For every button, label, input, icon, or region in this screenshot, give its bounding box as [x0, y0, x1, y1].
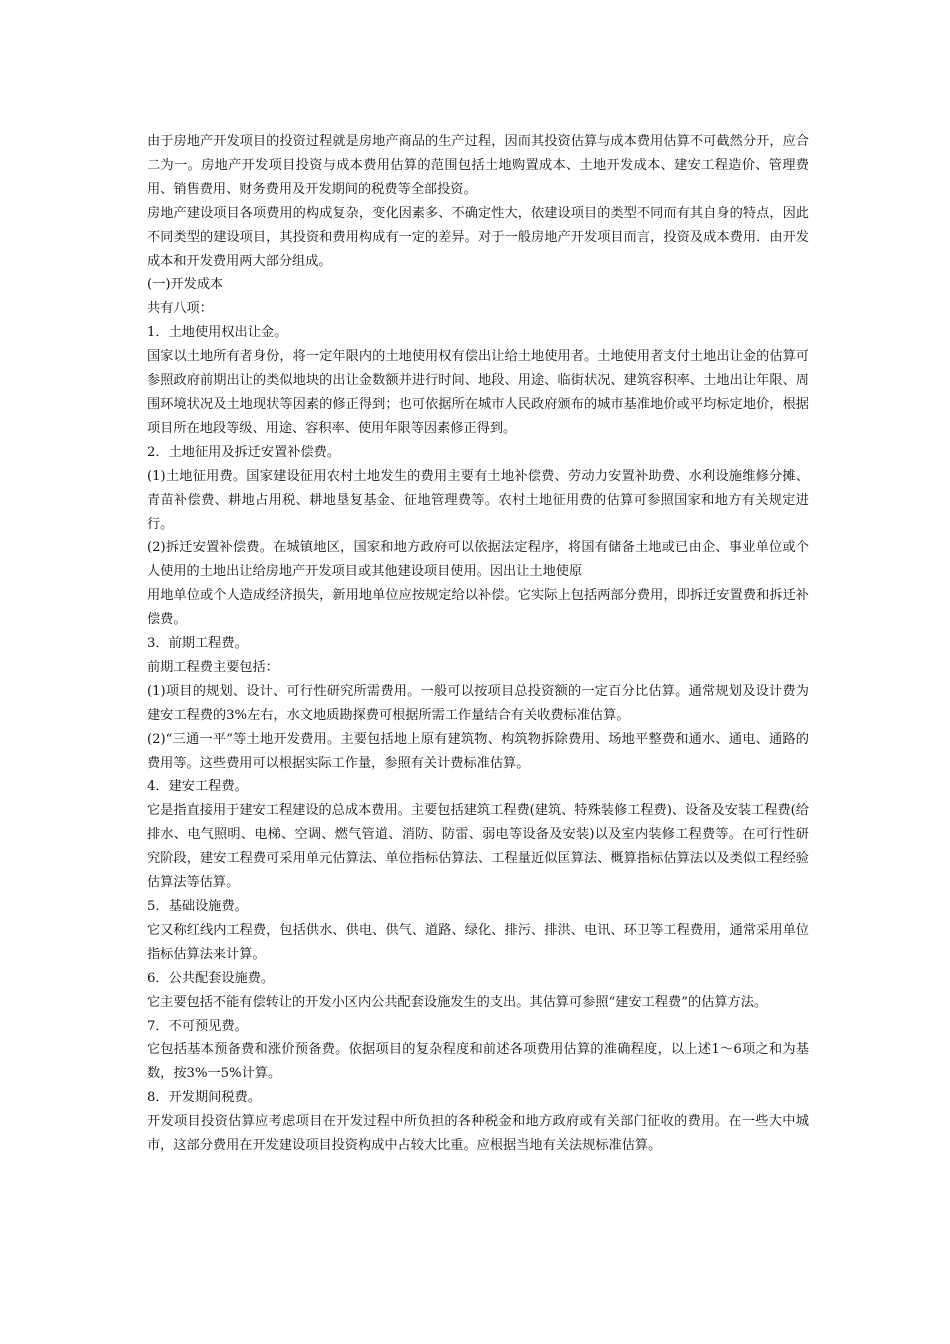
paragraph: 房地产建设项目各项费用的构成复杂，变化因素多、不确定性大，依建设项目的类型不同而有其自身的特点，因此不同类型的建设项目，其投资和费用构成有一定的差异。对于一般房地产开发项目而言，投资及成本费用．由开发成本和开发费用两大部分组成。: [147, 205, 809, 269]
paragraph: 它是指直接用于建安工程建设的总成本费用。主要包括建筑工程费(建筑、特殊装修工程费)、设备及安装工程费(给排水、电气照明、电梯、空调、燃气管道、消防、防雷、弱电等设备及安装)以及室内装修工程费等。在可行性研究阶段，建安工程费可采用单元估算法、单位指标估算法、工程量近似匡算法、概算指标估算法以及类似工程经验估算法等估算。: [147, 803, 809, 891]
item-heading: 2．土地征用及拆迁安置补偿费。: [147, 444, 341, 460]
item-heading: 5．基础设施费。: [147, 899, 248, 914]
paragraph: 国家以土地所有者身份，将一定年限内的土地使用权有偿出让给土地使用者。土地使用者支付土地出让金的估算可参照政府前期出让的类似地块的出让金数额并进行时间、地段、用途、临街状况、建筑容积率、土地出让年限、周围环境状况及土地现状等因素的修正得到；也可依据所在城市人民政府颁布的城市基准地价或平均标定地价，根据项目所在地段等级、用途、容积率、使用年限等因素修正得到。: [147, 349, 809, 436]
paragraph: 共有八项：: [147, 301, 213, 317]
paragraph: (2)“三通一平”等土地开发费用。主要包括地上原有建筑物、构筑物拆除费用、场地平整费和通水、通电、通路的费用等。这些费用可以根据实际工作量，参照有关计费标准估算。: [147, 731, 809, 771]
paragraph: (1)土地征用费。国家建设征用农村土地发生的费用主要有土地补偿费、劳动力安置补助费、水利设施维修分摊、青苗补偿费、耕地占用税、耕地垦复基金、征地管理费等。农村土地征用费的估算可参照国家和地方有关规定进行。: [147, 468, 809, 532]
paragraph: 用地单位或个人造成经济损失，新用地单位应按规定给以补偿。它实际上包括两部分费用，即拆迁安置费和拆迁补偿费。: [147, 588, 809, 628]
item-heading: 1．土地使用权出让金。: [147, 325, 288, 341]
paragraph: 它主要包括不能有偿转让的开发小区内公共配套设施发生的支出。其估算可参照“建安工程费”的估算方法。: [147, 994, 768, 1010]
paragraph: 开发项目投资估算应考虑项目在开发过程中所负担的各种税金和地方政府或有关部门征收的费用。在一些大中城市，这部分费用在开发建设项目投资构成中占较大比重。应根据当地有关法规标准估算。: [147, 1114, 809, 1154]
item-heading: 6．公共配套设施费。: [147, 970, 275, 986]
item-heading: 3．前期工程费。: [147, 636, 248, 652]
document-body: [147, 130, 809, 1158]
item-heading: 8．开发期间税费。: [147, 1090, 261, 1106]
paragraph: 由于房地产开发项目的投资过程就是房地产商品的生产过程，因而其投资估算与成本费用估算不可截然分开，应合二为一。房地产开发项目投资与成本费用估算的范围包括土地购置成本、土地开发成本、建安工程造价、管理费用、销售费用、财务费用及开发期间的税费等全部投资。: [147, 134, 809, 197]
paragraph: (1)项目的规划、设计、可行性研究所需费用。一般可以按项目总投资额的一定百分比估算。通常规划及设计费为建安工程费的3%左右，水文地质勘探费可根据所需工作量结合有关收费标准估算。: [147, 683, 809, 723]
paragraph: 前期工程费主要包括：: [147, 659, 279, 675]
item-heading: 4．建安工程费。: [147, 779, 248, 795]
paragraph: (2)拆迁安置补偿费。在城镇地区，国家和地方政府可以依据法定程序，将国有储备土地或已由企、事业单位或个人使用的土地出让给房地产开发项目或其他建设项目使用。因出让土地使原: [147, 540, 809, 580]
paragraph: 它又称红线内工程费，包括供水、供电、供气、道路、绿化、排污、排洪、电讯、环卫等工程费用，通常采用单位指标估算法来计算。: [147, 922, 809, 962]
item-heading: 7．不可预见费。: [147, 1018, 248, 1034]
section-heading: (一)开发成本: [147, 277, 224, 293]
paragraph: 它包括基本预备费和涨价预备费。依据项目的复杂程度和前述各项费用估算的准确程度，以上述1～6项之和为基数，按3%一5%计算。: [147, 1042, 809, 1082]
